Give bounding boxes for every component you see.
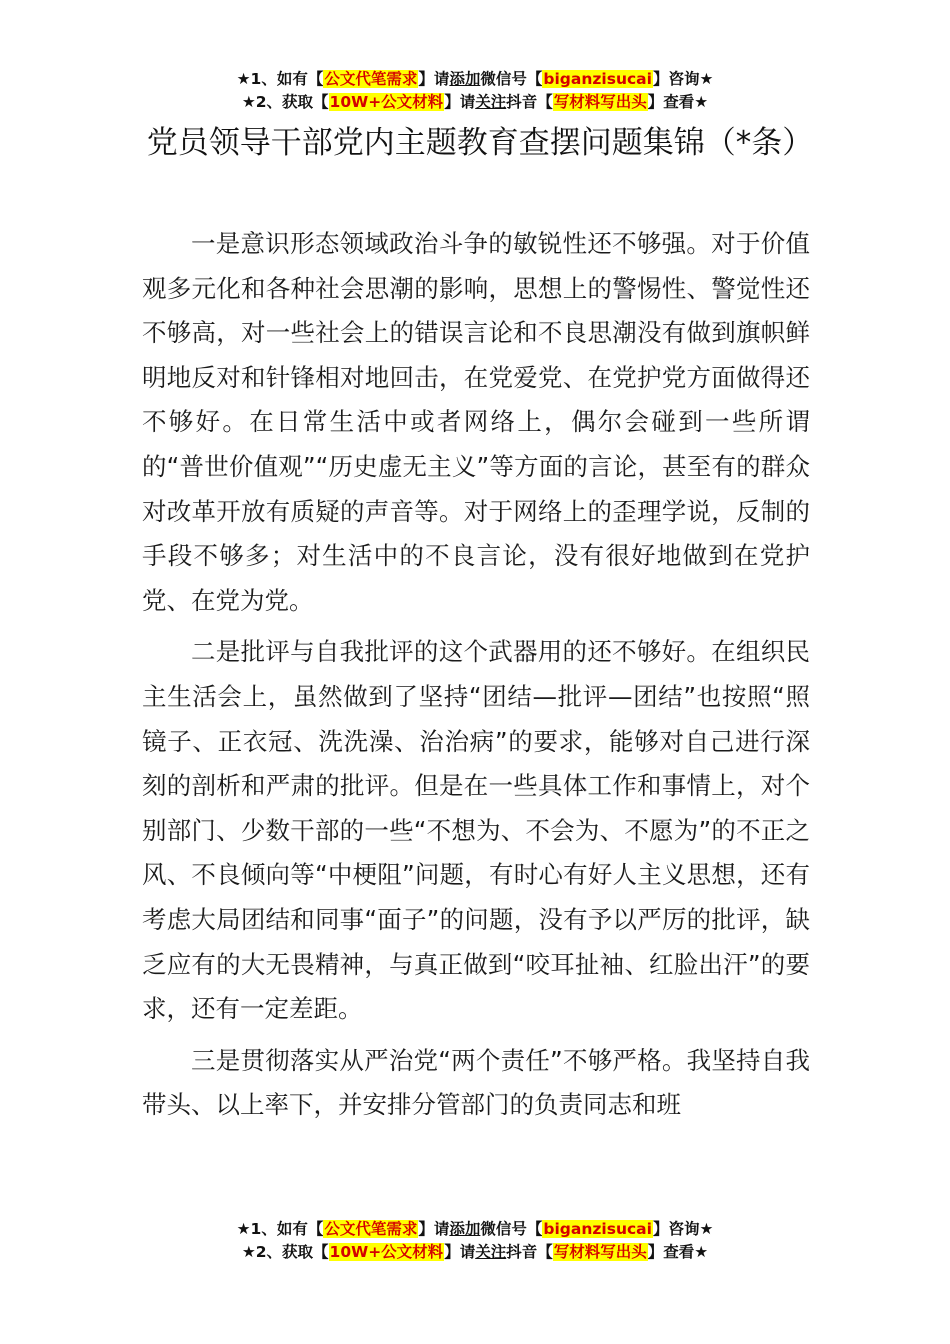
banner-text: 抖音【	[506, 1243, 553, 1261]
paragraph-3: 三是贯彻落实从严治党“两个责任”不够严格。我坚持自我带头、以上率下，并安排分管部门的负责同志和班	[142, 1045, 810, 1120]
banner-line-1	[0, 68, 950, 91]
banner-highlight: 10W+公文材料	[329, 1243, 444, 1261]
banner-text: ★1、如有【	[236, 1220, 324, 1238]
banner-highlight-wechat: biganzisucai	[543, 1220, 652, 1238]
banner-text: 】请	[418, 1220, 450, 1238]
banner-text: 】请	[444, 93, 476, 111]
paragraph-2: 二是批评与自我批评的这个武器用的还不够好。在组织民主生活会上，虽然做到了坚持“团结—批评—团结”也按照“照镜子、正衣冠、洗洗澡、治治病”的要求，能够对自己进行深刻的剖析和严肃的批评。但是在一些具体工作和事情上，对个别部门、少数干部的一些“不想为、不会为、不愿为”的不正之风、不良倾向等“中梗阻”问题，有时心有好人主义思想，还有考虑大局团结和同事“面子”的问题，没有予以严厉的批评，缺乏应有的大无畏精神，与真正做到“咬耳扯袖、红脸出汗”的要求，还有一定差距。	[142, 637, 810, 1024]
banner-highlight: 公文代笔需求	[324, 70, 418, 88]
banner-text: ★2、获取【	[241, 1243, 329, 1261]
banner-text: 】咨询★	[652, 70, 714, 88]
banner-text: 】咨询★	[652, 1220, 714, 1238]
paragraph-1: 一是意识形态领域政治斗争的敏锐性还不够强。对于价值观多元化和各种社会思潮的影响，思想上的警惕性、警觉性还不够高，对一些社会上的错误言论和不良思潮没有做到旗帜鲜明地反对和针锋相对地回击，在党爱党、在党护党方面做得还不够好。在日常生活中或者网络上，偶尔会碰到一些所谓的“普世价值观”“历史虚无主义”等方面的言论，甚至有的群众对改革开放有质疑的声音等。对于网络上的歪理学说，反制的手段不够多；对生活中的不良言论，没有很好地做到在党护党、在党为党。	[142, 229, 810, 615]
banner-underlined: 添加	[449, 1220, 481, 1238]
banner-underlined: 关注	[475, 93, 507, 111]
banner-highlight: 10W+公文材料	[329, 93, 444, 111]
banner-line-2	[0, 91, 950, 114]
document-title: 党员领导干部党内主题教育查摆问题集锦（*条）	[146, 125, 814, 161]
footer-banner	[0, 1218, 950, 1264]
banner-highlight: 公文代笔需求	[324, 1220, 418, 1238]
document-body	[142, 222, 810, 1135]
banner-highlight-douyin: 写材料写出头	[553, 1243, 647, 1261]
banner-line-2	[0, 1241, 950, 1264]
banner-text: 】请	[444, 1243, 476, 1261]
banner-text: 】查看★	[647, 1243, 709, 1261]
banner-line-1	[0, 1218, 950, 1241]
banner-highlight-douyin: 写材料写出头	[553, 93, 647, 111]
banner-text: 抖音【	[506, 93, 553, 111]
banner-text: 微信号【	[480, 1220, 543, 1238]
banner-text: 】查看★	[647, 93, 709, 111]
banner-text: 】请	[418, 70, 450, 88]
banner-underlined: 关注	[475, 1243, 507, 1261]
banner-underlined: 添加	[449, 70, 481, 88]
banner-text: ★1、如有【	[236, 70, 324, 88]
header-banner	[0, 68, 950, 114]
banner-highlight-wechat: biganzisucai	[543, 70, 652, 88]
banner-text: ★2、获取【	[241, 93, 329, 111]
banner-text: 微信号【	[480, 70, 543, 88]
